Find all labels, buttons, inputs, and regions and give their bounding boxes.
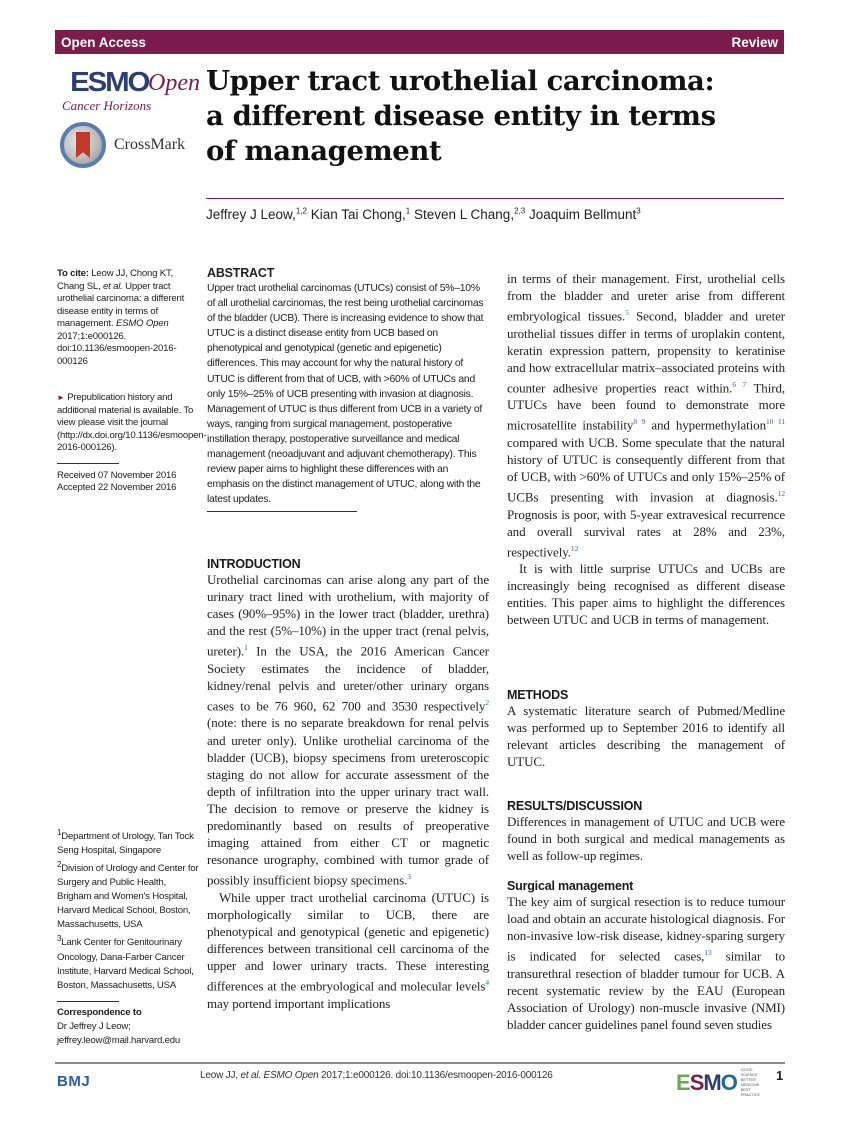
surgical-management-section [507,879,785,1033]
crossmark-badge[interactable] [60,122,200,168]
esmo-tagline: GOOD SCIENCE BETTER MEDICINE BEST PRACTICE [740,1068,761,1097]
prepublication-note[interactable]: ► Prepublication history and additional material is available. To view please visit the journal (http://dx.doi.org/10.1136/esmoopen-2016-000126). [57,392,207,453]
esmo-open-logo[interactable] [60,66,200,96]
introduction-continued [507,270,785,629]
author[interactable]: Kian Tai Chong,$^1$ [310,206,411,222]
article-type-label: Review [731,34,778,50]
author[interactable]: Steven L Chang,$^{2,3}$ [414,206,526,222]
abstract-heading: ABSTRACT [207,266,275,280]
crossmark-ribbon-icon [60,122,106,168]
author[interactable]: Jeffrey J Leow,$^{1,2}$ [206,206,307,222]
affiliation-item: $^2$Division of Urology and Center for Surgery and Public Health, Brigham and Women's Hospital, Harvard Medical School, Boston, Massachusetts, USA [57,860,199,931]
footer-citation: Leow JJ, et al. ESMO Open 2017;1:e000126. doi:10.1136/esmoopen-2016-000126 [200,1070,553,1081]
page-number: 1 [776,1068,784,1083]
footer-divider [55,1062,785,1064]
methods-section [507,688,785,770]
reference-link[interactable]: 1 [244,643,248,653]
open-wordmark: Open [148,70,200,96]
header-bar [55,30,784,54]
title-divider [206,198,784,199]
affiliation-divider [57,1001,119,1002]
affiliation-item: $^1$Department of Urology, Tan Tock Seng Hospital, Singapore [57,828,194,857]
results-section [507,799,785,864]
reference-link[interactable]: 3 [407,872,411,882]
esmo-footer-logo[interactable]: E S M O GOOD SCIENCE BETTER MEDICINE BEST PRACTICE [676,1068,769,1098]
introduction-paragraph: Urothelial carcinomas can arise along any part of the urinary tract lined with urothelium, with majority of cases (90%–95%) in the lower tract (bladder, urethra) and the rest (5%–10%) in the upper tract (renal pelvis, ureter).$^1$ In the USA, the 2016 American Cancer Society estimates the incidence of bladder, kidney/renal pelvis and ureter/other urinary organs cases to be 76 960, 62 700 and 3530 respectively$^2$ (note: there is no separate breakdown for renal pelvis and ureter only). Unlike urothelial carcinoma of the bladder (UCB), biopsy specimens from ureteroscopic staging do not allow for accurate assessment of the depth of infiltration into the upper urinary tract wall. The decision to remove or preserve the kidney is predominantly based on results of preoperative imaging attained from either CT or magnetic resonance urography, combined with tumor grade of possibly insufficient biopsy specimens.$^3$ [207,572,489,888]
body-paragraph: It is with little surprise UTUCs and UCBs are increasingly being recognised as different disease entities. This paper aims to highlight the differences between UTUC and UCB in terms of management. [507,561,785,628]
reference-link[interactable]: 12 [570,543,579,553]
reference-link[interactable]: 10 11 [765,417,785,427]
article-sidebar [57,268,207,495]
introduction-paragraph: While upper tract urothelial carcinoma (UTUC) is morphologically similar to UCB, there are phenotypical and genotypical (genetic and epigenetic) differences between transitional cell carcinoma of the upper and lower urinary tracts. These interesting differences at the embryological and molecular levels$^4$ may portend important implications [207,889,489,1011]
crossmark-label: CrossMark [114,136,186,153]
body-paragraph: in terms of their management. First, urothelial cells from the bladder and ureter arise from different embryological tissues.$^5$ Second, bladder and ureter urothelial tissues differ in terms of uroplakin content, keratin expression pattern, propensity to keratinise and how extracellular matrix–associated proteins with counter adhesive properties react within.$^{6 7}$ Third, UTUCs have been found to demonstrate more microsatellite instability$^{8 9}$ and hypermethylation$^{10 11}$ compared with UCB. Some speculate that the natural history of UTUC is consequently different from that of UCB, with >60% of UTUCs and only 15%–25% of UCBs presenting with invasion at diagnosis.$^{12}$ Prognosis is poor, with 5-year extravesical recurrence and overall survival rates at 28% and 23%, respectively.$^{12}$ [507,271,785,560]
bmj-logo[interactable]: BMJ [57,1073,91,1090]
reference-link[interactable]: 12 [777,489,785,499]
results-text: Differences in management of UTUC and UCB were found in both surgical and medical managements as well as follow-up regimes. [507,814,785,864]
abstract-text: Upper tract urothelial carcinomas (UTUCs) consist of 5%–10% of all urothelial carcinomas, the rest being urothelial carcinomas of the bladder (UCB). There is increasing evidence to show that UTUC is a distinct disease entity from UCB based on phenotypical and genotypical (genetic and epigenetic) differences. This may account for why the natural history of UTUC is different from that of UCB, with >60% of UTUCs and only 15%–25% of UCB presenting with invasion at diagnosis. Management of UTUC is thus different from UCB in a variety of ways, ranging from surgical management, postoperative instillation therapy, postoperative surveillance and medical management (neoadjuvant and adjuvant chemotherapy). This review paper aims to highlight these differences with an emphasis on the distinct management of UTUC, along with the latest updates. [207,283,484,506]
reference-link[interactable]: 13 [704,948,712,958]
accepted-date: Accepted 22 November 2016 [57,482,177,493]
sidebar-divider [57,463,119,464]
reference-link[interactable]: 4 [485,978,489,988]
reference-link[interactable]: 6 7 [732,379,746,389]
reference-link[interactable]: 2 [485,697,489,707]
correspondence-email[interactable]: Dr Jeffrey J Leow; jeffrey.leow@mail.harvard.edu [57,1020,181,1046]
surgical-heading: Surgical management [507,879,634,893]
results-heading: RESULTS/DISCUSSION [507,799,643,813]
reference-link[interactable]: 5 [625,308,629,318]
author[interactable]: Joaquim Bellmunt$^3$ [528,206,641,222]
abstract-section [207,266,489,512]
cancer-horizons-label: Cancer Horizons [62,98,152,113]
citation-block: To cite: Leow JJ, Chong KT, Chang SL, et al. Upper tract urothelial carcinoma: a different disease entity in terms of management. ESMO Open 2017;1:e000126. doi:10.1136/esmoopen-2016-000126 [57,268,185,367]
correspondence-label: Correspondence to [57,1006,142,1018]
esmo-wordmark: ESMO [69,66,148,97]
methods-heading: METHODS [507,688,569,702]
surgical-text: The key aim of surgical resection is to reduce tumour load and obtain an accurate histological diagnosis. For non-invasive low-risk disease, kidney-sparing surgery is indicated for selected cases,$^{13}$ similar to transurethral resection of bladder tumour for UCB. A recent systematic review by the EAU (European Association of Urology) non-muscle invasive (NMI) bladder cancer guidelines panel found seven studies [507,894,785,1032]
introduction-heading: INTRODUCTION [207,557,301,571]
article-title: Upper tract urothelial carcinoma: a different disease entity in terms of management [206,65,716,167]
introduction-section [207,557,489,1012]
journal-logo-block [60,66,200,168]
author-list [206,206,641,222]
affiliations [57,826,199,1048]
open-access-label: Open Access [61,34,147,50]
reference-link[interactable]: 8 9 [633,417,646,427]
affiliation-item: $^3$Lank Center for Genitourinary Oncology, Dana-Farber Cancer Institute, Harvard Medical School, Boston, Massachusetts, USA [57,934,194,991]
methods-text: A systematic literature search of Pubmed/Medline was performed up to September 2016 to identify all relevant articles describing the management of UTUC. [507,703,785,770]
abstract-divider [207,511,357,512]
received-date: Received 07 November 2016 [57,469,177,481]
triangle-right-icon: ► [57,393,65,402]
